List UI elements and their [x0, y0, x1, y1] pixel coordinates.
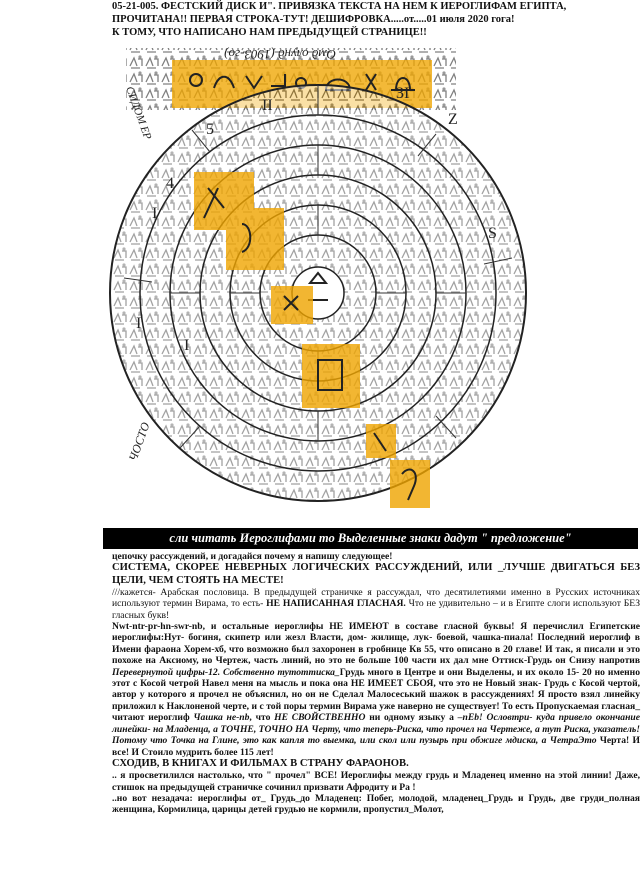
- numeral-7: II: [262, 97, 273, 114]
- paragraph-3: ///кажется- Арабская пословица. В предыдущей страничке я рассуждал, что десятилетиями именно в Русских источниках используют термин Вирама, то есть- НЕ НАПИСАННАЯ ГЛАСНАЯ. Что не удивительно – и в Египте слоги используют БЕЗ гласных букв!: [112, 586, 641, 621]
- numeral-3: I: [152, 205, 158, 222]
- paragraph-4: Nwt-ntr-pr-hn-swr-nb, и остальные иероглифы НЕ ИМЕЮТ в составе гласной буквы! Я перечислил Египетские иероглифы:Нут- богиня, скипетр или жезл Власти, дом- жилище, лук- боевой, чашка-пиала! Последний иероглиф в Имени фараона Хорем-хб, что возможно был захоронен в гробнице Кв 55, что описано в 20 главе! И так, я писали и это похоже на Аксиому, но Чертеж, часть линий, но это не больше 100 части их дал мне Оттиск-Грудь он Снизу напротив Перевернутой цифры-12. Собственно тутоттиска_Грудь много в Центре и они Выделены, и их около 15- 20 но именно этот с Косой четрой Навел меня на мысль и пока она НЕ ИМЕЕТ СБОЯ, что это не Новый знак- Грудь с Косой чертой, автор у которого я прочел не объяснил, но он не Сделал Малосеський шажок в рассуждениях! Я просто взял линейку приложил к Наклоненой черте, и с той поры термин Вирама уже наверно не существует! То есть Пропускаемая гласная_ читают иероглиф Чашка не-nb, что НЕ СВОЙСТВЕННО ни одному языку а –nEb! Ословтри- куда привело окончание линейки- на Младенца, а ТОЧНЕ, ТОЧНО НА Черту, что теперь-Риска, что прочел на Чертеже, а тут Риска, указатель! Потому что Точка на Глине, это как капля то выемка, или скол или пузырь при обжиге мдиска, а ЧетраЭто Черта! И все! И Стоило мудрить более 115 лет!: [112, 621, 641, 758]
- numeral-9: I: [184, 337, 190, 354]
- paragraph-7: ..но вот незадача: иероглифы от_ Грудь_до Младенец: Побег, молодой, младенец_Грудь и Грудь, две груди_полная женщина, Кормилица, царицы детей грудью не кормили, пропустил_Молот,: [112, 792, 640, 816]
- left-label: СИДОМ ЕР: [123, 84, 154, 142]
- top-label: Омд олунд (1903-го): [224, 47, 336, 62]
- numeral-2: 4: [166, 175, 174, 192]
- page-header: [112, 0, 637, 39]
- paragraph-6: .. я просветилился настолько, что " прочел" ВСЕ! Иероглифы между грудь и Младенец именно на этой линии! Даже, стишок на предыдущей страничке сочинил призвати Афродиту и Ра !: [112, 770, 640, 793]
- header-line-2: ПРОЧИТАНА!! ПЕРВАЯ СТРОКА-ТУТ! ДЕШИФРОВКА.....от.....01 июля 2020 гога!: [112, 14, 515, 25]
- bottom-left-label: ЧОСТО: [125, 420, 153, 464]
- paragraph-5: СХОДИВ, В КНИГАХ И ФИЛЬМАХ В СТРАНУ ФАРАОНОВ.: [112, 757, 409, 769]
- phaistos-disc-figure: [96, 38, 536, 528]
- numeral-5: S: [488, 225, 497, 242]
- numeral-8: Z: [448, 111, 458, 128]
- numeral-1: 5: [206, 121, 214, 138]
- header-line-1: 05-21-005. ФЕСТСКИЙ ДИСК И". ПРИВЯЗКА ТЕКСТА НА НЕМ К ИЕРОГЛИФАМ ЕГИПТА,: [112, 1, 567, 12]
- numeral-4: I: [136, 315, 142, 332]
- header-line-3: К ТОМУ, ЧТО НАПИСАНО НАМ ПРЕДЫДУЩЕЙ СТРАНИЦЕ!!: [112, 27, 427, 38]
- disc: [110, 85, 526, 501]
- caption-banner: сли читать Иероглифами то Выделенные знаки дадут " предложение": [103, 528, 638, 549]
- numeral-6: ЗI: [396, 85, 410, 102]
- disc-drawing: [96, 38, 536, 528]
- paragraph-1: цепочку рассуждений, и догадайся почему я напишу следующее!: [112, 551, 393, 562]
- body-text: [112, 551, 640, 816]
- paragraph-2: СИСТЕМА, СКОРЕЕ НЕВЕРНЫХ ЛОГИЧЕСКИХ РАССУЖДЕНИЙ, ИЛИ _ЛУЧШЕ ДВИГАТЬСЯ БЕЗ ЦЕЛИ, ЧЕМ СТОЯТЬ НА МЕСТЕ!: [112, 562, 640, 586]
